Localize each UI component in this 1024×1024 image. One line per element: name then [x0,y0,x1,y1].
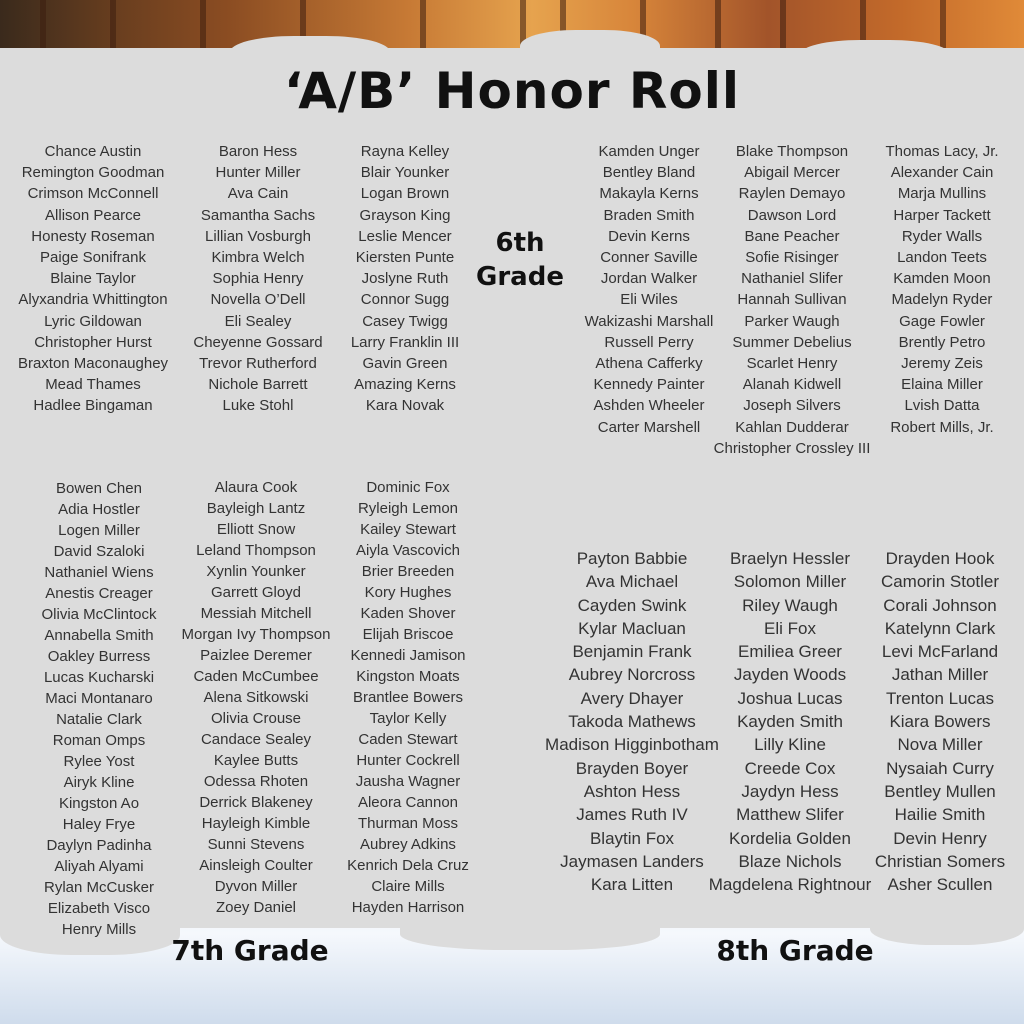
honor-roll-name: Ashden Wheeler [593,397,705,415]
honor-roll-name: Odessa Rhoten [203,773,309,790]
honor-roll-name: Nathaniel Slifer [741,270,843,288]
page-title: ‘A/B’ Honor Roll [283,62,741,120]
honor-roll-name: Brantlee Bowers [352,689,464,706]
honor-roll-name: Novella O’Dell [210,291,306,309]
honor-roll-name: Morgan Ivy Thompson [181,626,331,643]
honor-roll-name: Christopher Hurst [34,333,152,351]
honor-roll-name: Kiara Bowers [889,712,991,732]
honor-roll-name: Kory Hughes [364,584,452,601]
honor-roll-name: Joseph Silvers [743,397,841,415]
honor-roll-name: Bayleigh Lantz [206,500,306,517]
honor-roll-name: Ryleigh Lemon [357,500,459,517]
honor-roll-name: Kailey Stewart [360,521,456,538]
honor-roll-name: Harper Tackett [893,206,991,224]
grade6-col6 [872,141,1012,438]
honor-roll-name: Claire Mills [371,878,445,895]
honor-roll-name: Blair Younker [360,164,450,182]
honor-roll-name: Lilly Kline [754,735,826,755]
honor-roll-name: Alyxandria Whittington [18,291,168,309]
honor-roll-name: Blake Thompson [735,143,849,160]
honor-roll-name: Madison Higginbotham [545,735,719,755]
honor-roll-name: Annabella Smith [44,627,154,644]
honor-roll-name: Sunni Stevens [207,836,305,853]
honor-roll-name: Hadlee Bingaman [33,397,153,415]
honor-roll-name: Blaytin Fox [589,828,675,848]
grade7-col2 [174,477,338,918]
grade7-col3 [338,477,478,918]
honor-roll-name: Takoda Mathews [568,712,696,732]
honor-roll-name: Lillian Vosburgh [205,227,311,245]
honor-roll-name: Kara Novak [365,397,445,415]
honor-roll-name: Riley Waugh [742,595,838,615]
honor-roll-name: Kordelia Golden [729,828,851,848]
grade7-label: 7th Grade [171,934,329,967]
honor-roll-name: Solomon Miller [733,572,847,592]
honor-roll-name: Jaydyn Hess [741,781,839,801]
honor-roll-name: Alena Sitkowski [203,689,309,706]
grade6-label-line2: Grade [476,262,564,292]
honor-roll-name: Emiliea Greer [738,642,842,662]
honor-roll-name: Bentley Mullen [884,781,996,801]
honor-roll-name: Hannah Sullivan [737,291,847,309]
honor-roll-name: Messiah Mitchell [200,605,312,622]
honor-roll-name: Candace Sealey [200,731,312,748]
honor-roll-name: Elijah Briscoe [362,626,454,643]
honor-roll-name: Conner Saville [600,249,698,267]
honor-roll-name: Caden McCumbee [193,668,319,685]
honor-roll-name: Thurman Moss [357,815,459,832]
honor-roll-name: Hunter Miller [215,164,301,182]
honor-roll-name: Maci Montanaro [45,690,153,707]
honor-roll-name: Bowen Chen [56,480,142,497]
honor-roll-name: Gage Fowler [899,312,985,330]
honor-roll-name: Braelyn Hessler [730,549,850,568]
honor-roll-name: Ryder Walls [901,227,983,245]
honor-roll-name: Kingston Ao [58,795,140,812]
honor-roll-name: Blaine Taylor [50,270,136,288]
honor-roll-name: Logan Brown [360,185,450,203]
honor-roll-name: Paige Sonifrank [40,249,146,267]
honor-roll-name: Parker Waugh [744,312,840,330]
honor-roll-name: Honesty Roseman [31,227,155,245]
honor-roll-name: Samantha Sachs [200,206,316,224]
honor-roll-name: Grayson King [359,206,451,224]
honor-roll-name: Braxton Maconaughey [17,355,169,373]
honor-roll-name: Lyric Gildowan [44,312,142,330]
honor-roll-name: Crimson McConnell [27,185,159,203]
honor-roll-name: Sophia Henry [212,270,304,288]
honor-roll-name: Thomas Lacy, Jr. [885,143,999,160]
honor-roll-name: Hayleigh Kimble [201,815,311,832]
honor-roll-name: Cayden Swink [577,595,687,615]
honor-roll-name: Asher Scullen [887,875,993,895]
grade6-col4 [574,141,724,438]
honor-roll-name: Ashton Hess [583,781,681,801]
honor-roll-name: Kingston Moats [356,668,460,685]
honor-roll-name: Kennedi Jamison [350,647,466,664]
honor-roll-name: Kylar Macluan [578,618,686,638]
honor-roll-name: Kennedy Painter [593,376,705,394]
grade8-col1 [536,547,728,896]
grade6-label [470,226,570,294]
honor-roll-name: Remington Goodman [21,164,165,182]
honor-roll-name: Nichole Barrett [208,376,308,394]
honor-roll-name: Dominic Fox [366,479,450,496]
honor-roll-name: Kara Litten [590,875,674,895]
honor-roll-name: Russell Perry [604,333,694,351]
honor-roll-name: Mead Thames [45,376,141,394]
honor-roll-name: Hailie Smith [894,805,986,825]
honor-roll-name: Camorin Stotler [880,572,1000,592]
honor-roll-name: Brayden Boyer [575,758,689,778]
honor-roll-name: Kayden Smith [737,712,843,732]
honor-roll-name: Gavin Green [362,355,448,373]
honor-roll-name: Leland Thompson [196,542,316,559]
honor-roll-name: Garrett Gloyd [210,584,302,601]
grade7-col1 [20,478,178,940]
honor-roll-name: Henry Mills [61,921,137,938]
honor-roll-name: Matthew Slifer [736,805,844,825]
honor-roll-name: Luke Stohl [222,397,294,415]
honor-roll-name: Paizlee Deremer [200,647,312,664]
honor-roll-name: Alanah Kidwell [742,376,842,394]
honor-roll-name: Airyk Kline [63,774,135,791]
honor-roll-name: Carter Marshell [597,418,701,436]
honor-roll-name: Derrick Blakeney [199,794,313,811]
honor-roll-name: Alaura Cook [214,479,298,496]
honor-roll-name: Kaden Shover [360,605,456,622]
honor-roll-name: Aubrey Norcross [568,665,696,685]
honor-roll-name: Sofie Risinger [745,249,839,267]
honor-roll-name: Trevor Rutherford [199,355,317,373]
honor-roll-name: Elaina Miller [901,376,983,394]
honor-roll-name: Trenton Lucas [885,688,995,708]
honor-roll-name: Roman Omps [52,732,146,749]
honor-roll-name: Joslyne Ruth [361,270,449,288]
honor-roll-name: Elliott Snow [216,521,296,538]
honor-roll-name: Kenrich Dela Cruz [347,857,469,874]
honor-roll-name: Katelynn Clark [884,618,996,638]
honor-roll-name: Raylen Demayo [738,185,846,203]
honor-roll-name: Jordan Walker [600,270,698,288]
honor-roll-name: David Szaloki [53,543,145,560]
honor-roll-name: Wakizashi Marshall [584,312,714,330]
honor-roll-name: Kamden Moon [893,270,991,288]
honor-roll-name: Natalie Clark [56,711,142,728]
honor-roll-name: Oakley Burress [47,648,151,665]
honor-roll-name: Lucas Kucharski [43,669,155,686]
honor-roll-name: Scarlet Henry [746,355,838,373]
honor-roll-name: Elizabeth Visco [47,900,151,917]
honor-roll-name: Dyvon Miller [214,878,298,895]
honor-roll-name: Jaymasen Landers [560,851,704,871]
honor-roll-name: Abigail Mercer [744,164,840,182]
honor-roll-name: Levi McFarland [881,642,999,662]
honor-roll-name: Payton Babbie [576,549,688,568]
honor-roll-name: Jausha Wagner [355,773,461,790]
honor-roll-name: Rylee Yost [63,753,135,770]
honor-roll-name: Kahlan Dudderar [735,418,849,436]
honor-roll-name: Hunter Cockrell [356,752,460,769]
honor-roll-name: Amazing Kerns [354,376,456,394]
honor-roll-name: Chance Austin [44,143,142,160]
honor-roll-name: Kimbra Welch [211,249,305,267]
grade6-col1 [10,141,176,417]
honor-roll-name: Nysaiah Curry [886,758,994,778]
honor-roll-name: Drayden Hook [885,549,995,568]
grade8-col2 [702,547,878,896]
honor-roll-name: Benjamin Frank [572,642,692,662]
grade8-label: 8th Grade [716,934,874,967]
honor-roll-name: Landon Teets [897,249,987,267]
grade6-col3 [340,141,470,417]
honor-roll-name: Brently Petro [898,333,986,351]
honor-roll-name: Madelyn Ryder [891,291,993,309]
grade6-col2 [180,141,336,417]
honor-roll-name: Lvish Datta [904,397,980,415]
honor-roll-name: Bane Peacher [744,227,840,245]
honor-roll-name: Braden Smith [603,206,695,224]
honor-roll-name: Aubrey Adkins [360,836,456,853]
honor-roll-name: Kaylee Butts [213,752,299,769]
honor-roll-name: Ainsleigh Coulter [199,857,313,874]
honor-roll-name: Nathaniel Wiens [44,564,154,581]
honor-roll-name: Leslie Mencer [358,227,452,245]
honor-roll-name: Nova Miller [897,735,983,755]
honor-roll-name: Allison Pearce [45,206,141,224]
honor-roll-name: Connor Sugg [360,291,450,309]
honor-roll-name: Kiersten Punte [355,249,455,267]
honor-roll-name: Athena Cafferky [595,355,703,373]
honor-roll-name: Jathan Miller [891,665,989,685]
honor-roll-name: James Ruth IV [576,805,688,825]
honor-roll-name: Hayden Harrison [351,899,465,916]
honor-roll-name: Rylan McCusker [43,879,155,896]
honor-roll-name: Larry Franklin III [350,333,460,351]
honor-roll-name: Joshua Lucas [737,688,843,708]
honor-roll-name: Devin Kerns [608,227,690,245]
honor-roll-name: Christopher Crossley III [713,439,871,457]
honor-roll-name: Devin Henry [893,828,987,848]
honor-roll-name: Dawson Lord [747,206,837,224]
honor-roll-name: Taylor Kelly [369,710,447,727]
honor-roll-name: Haley Frye [62,816,136,833]
honor-roll-name: Daylyn Padinha [46,837,152,854]
honor-roll-name: Christian Somers [874,851,1006,871]
honor-roll-name: Aiyla Vascovich [356,542,460,559]
honor-roll-name: Kamden Unger [598,143,700,160]
honor-roll-name: Marja Mullins [897,185,987,203]
honor-roll-name: Olivia McClintock [41,606,157,623]
honor-roll-name: Aliyah Alyami [54,858,144,875]
honor-roll-name: Alexander Cain [890,164,994,182]
honor-roll-name: Rayna Kelley [360,143,450,160]
honor-roll-name: Baron Hess [218,143,298,160]
honor-roll-name: Olivia Crouse [210,710,302,727]
honor-roll-name: Brier Breeden [361,563,455,580]
honor-roll-name: Anestis Creager [45,585,153,602]
grade6-label-line1: 6th [495,228,545,258]
honor-roll-name: Cheyenne Gossard [193,333,323,351]
honor-roll-name: Robert Mills, Jr. [890,418,994,436]
honor-roll-name: Bentley Bland [602,164,696,182]
honor-roll-name: Aleora Cannon [357,794,459,811]
honor-roll-name: Xynlin Younker [206,563,306,580]
honor-roll-name: Jeremy Zeis [901,355,983,373]
honor-roll-name: Blaze Nichols [738,851,842,871]
honor-roll-name: Magdelena Rightnour [708,875,872,895]
honor-roll-name: Caden Stewart [358,731,458,748]
honor-roll-name: Casey Twigg [362,312,448,330]
grade8-col3 [868,547,1012,896]
honor-roll-name: Ava Cain [227,185,289,203]
honor-roll-name: Summer Debelius [732,333,852,351]
honor-roll-name: Creede Cox [744,758,836,778]
honor-roll-name: Eli Wiles [620,291,678,309]
honor-roll-name: Ava Michael [585,572,679,592]
honor-roll-name: Eli Fox [764,618,816,638]
honor-roll-name: Logen Miller [58,522,140,539]
honor-roll-name: Zoey Daniel [215,899,297,916]
honor-roll-name: Eli Sealey [224,312,292,330]
honor-roll-name: Jayden Woods [733,665,847,685]
honor-roll-name: Avery Dhayer [580,688,684,708]
honor-roll-name: Adia Hostler [58,501,140,518]
honor-roll-name: Makayla Kerns [599,185,699,203]
honor-roll-name: Corali Johnson [883,595,997,615]
grade6-col5 [708,141,876,459]
